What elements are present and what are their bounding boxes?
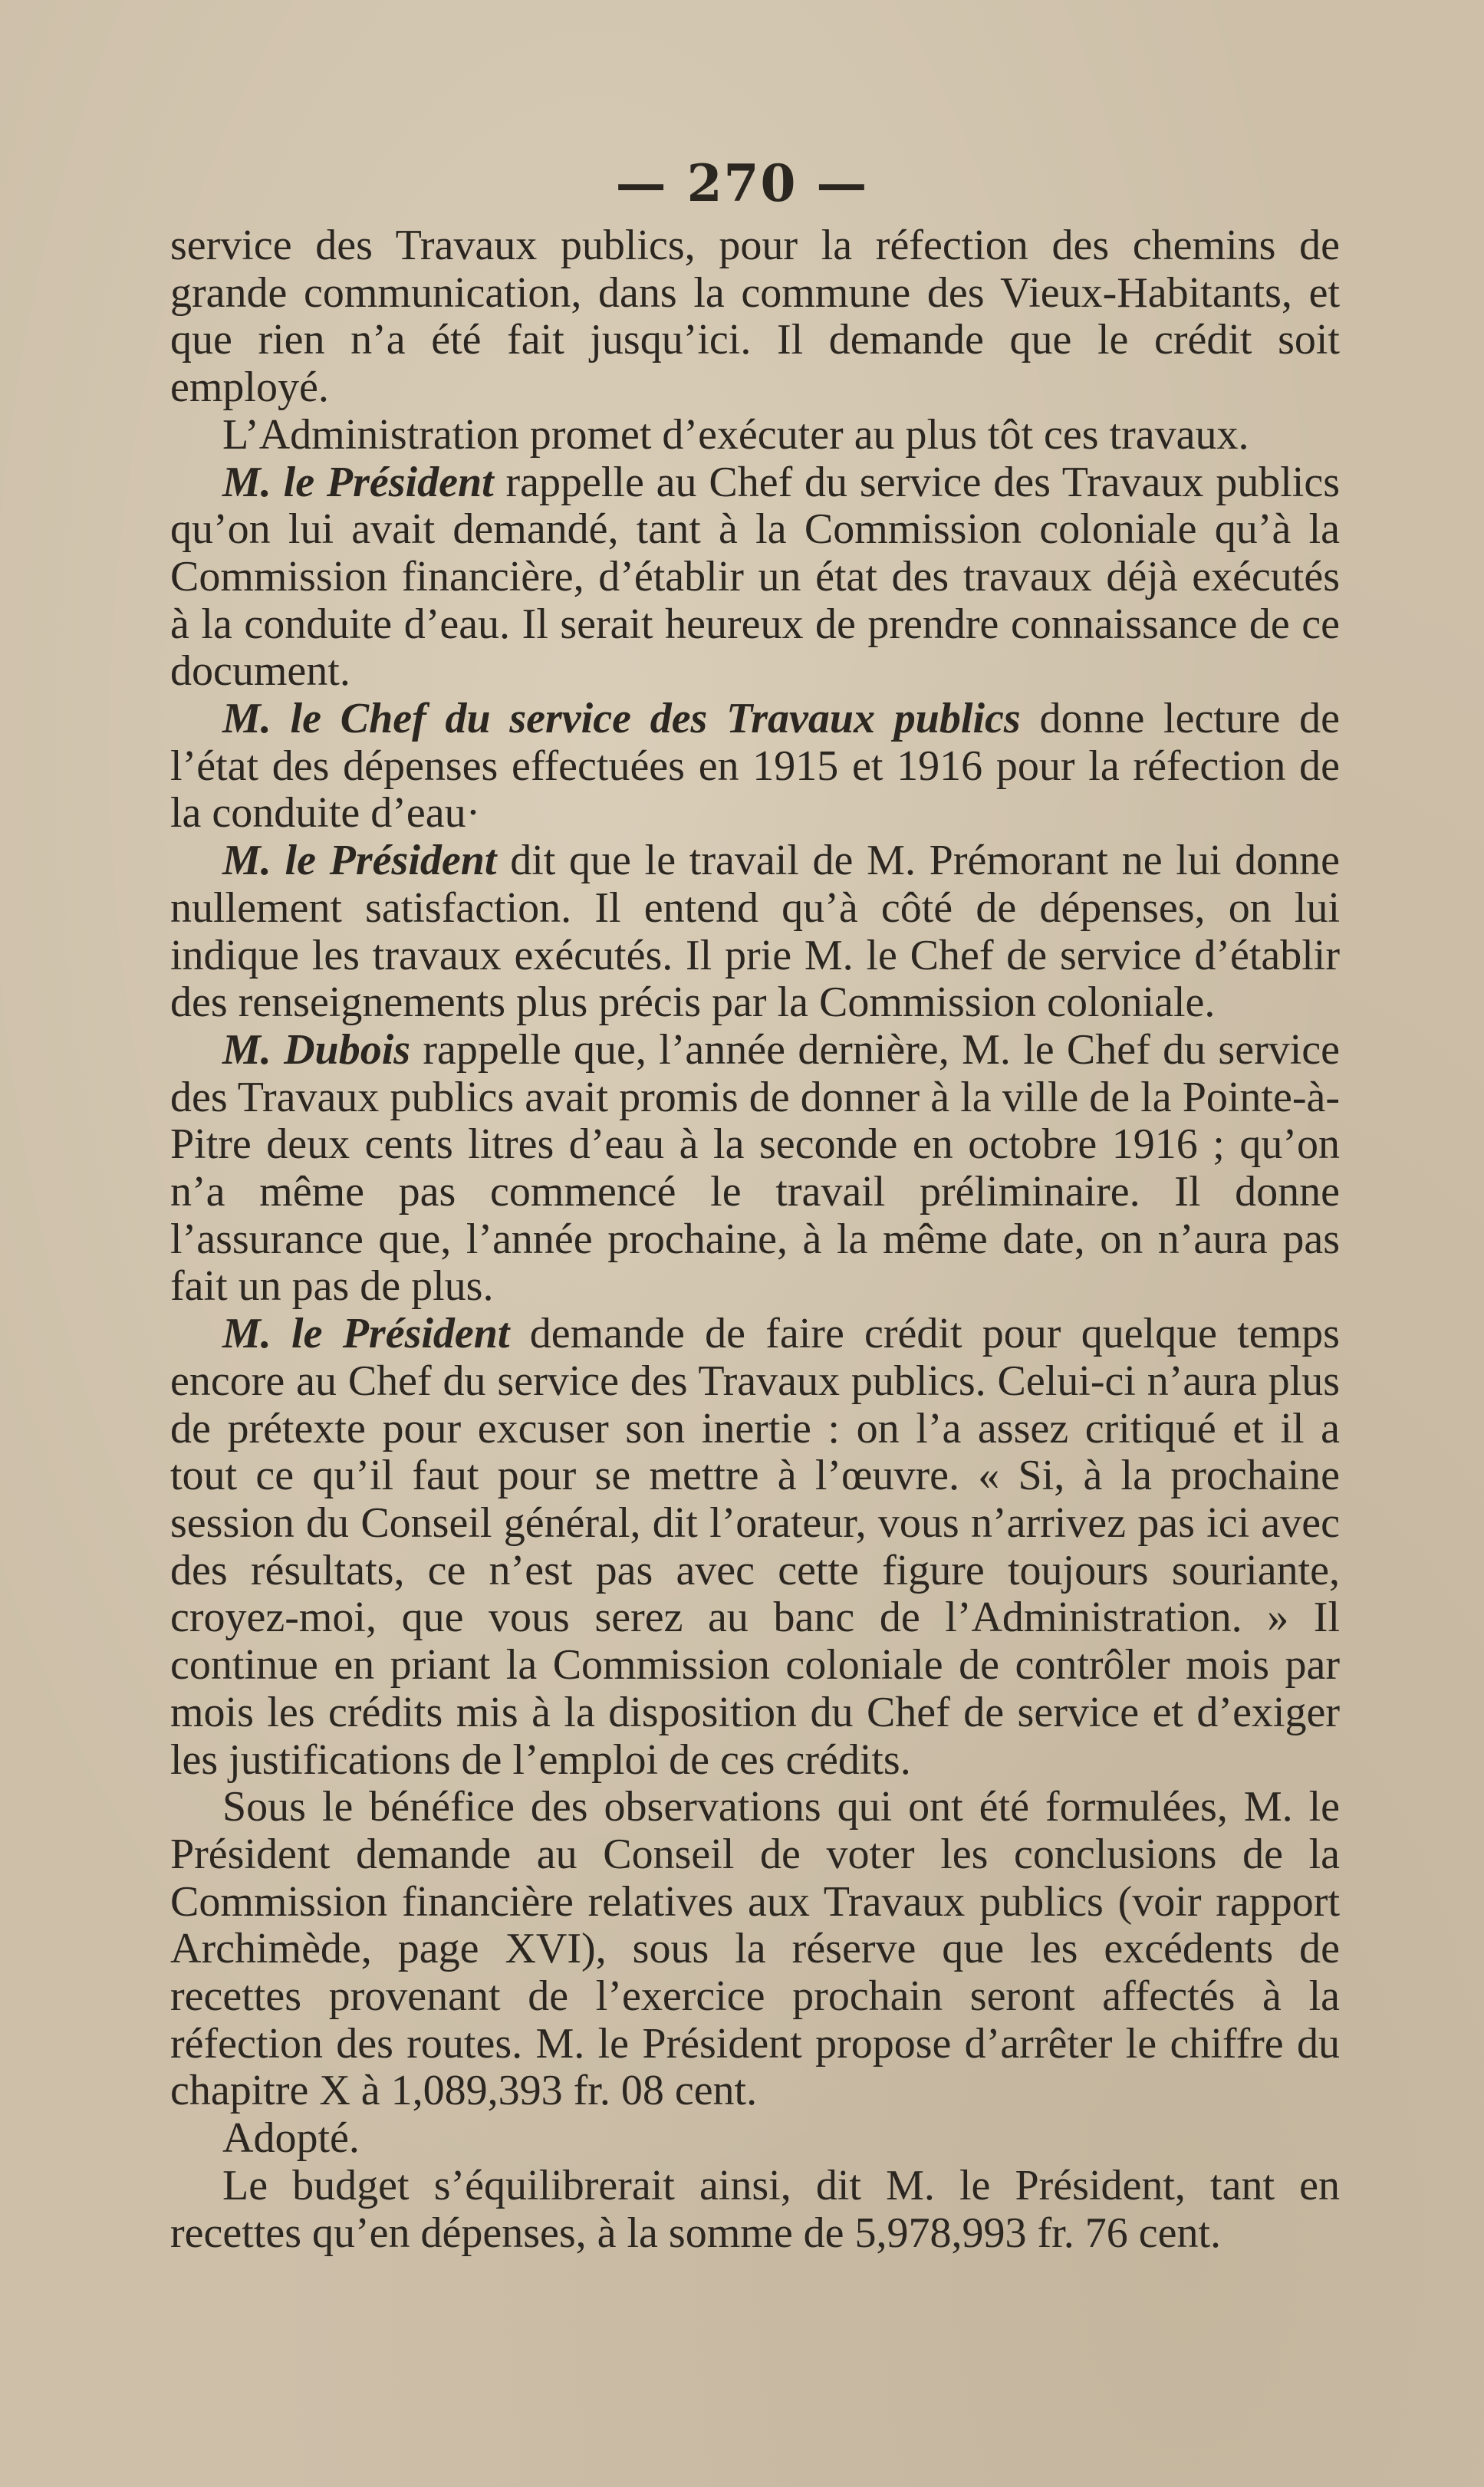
paragraph-text: Sous le bénéfice des observations qui ont été formulées, M. le Président demande au Conseil de voter les conclusions de la Commission financière relatives aux Travaux publics (voir rapport Archimède, page XVI), sous la réserve que les excédents de recettes provenant de l’exercice prochain seront affectés à la réfection des routes. M. le Président propose d’arrêter le chiffre du chapitre X à 1,089,393 fr. 08 cent. [170, 1783, 1340, 2115]
paragraph-2 [170, 412, 1340, 459]
paragraph-text: L’Administration promet d’exécuter au plus tôt ces travaux. [222, 410, 1249, 459]
page-number-header: — 270 — [615, 153, 869, 213]
speaker-name: M. le Président [222, 837, 497, 885]
paragraph-1 [170, 222, 1340, 412]
paragraph-text: rappelle que, l’année dernière, M. le Chef du service des Travaux publics avait promis de donner à la ville de la Pointe-à-Pitre deux cents litres d’eau à la seconde en octobre 1916 ; qu’on n’a même pas commencé le travail préliminaire. Il donne l’assurance que, l’année prochaine, à la même date, on n’aura pas fait un pas de plus. [170, 1025, 1340, 1311]
paragraph-text: service des Travaux publics, pour la réfection des chemins de grande communication, dans la commune des Vieux-Habitants, et que rien n’a été fait jusqu’ici. Il demande que le crédit soit employé. [170, 222, 1340, 412]
document-body [170, 222, 1340, 2257]
paragraph-text: rappelle au Chef du service des Travaux publics qu’on lui avait demandé, tant à la Commission coloniale qu’à la Commission financière, d’établir un état des travaux déjà exécutés à la conduite d’eau. Il serait heureux de prendre connaissance de ce document. [170, 458, 1340, 696]
paragraph-9 [170, 2115, 1340, 2163]
paragraph-text: dit que le travail de M. Prémorant ne lui donne nullement satisfaction. Il entend qu’à côté de dépenses, on lui indique les travaux exécutés. Il prie M. le Chef de service d’établir des renseignements plus précis par la Commission coloniale. [170, 837, 1340, 1027]
paragraph-text: demande de faire crédit pour quelque temps encore au Chef du service des Travaux publics. Celui-ci n’aura plus de prétexte pour excuser son inertie : on l’a assez critiqué et il a tout ce qu’il faut pour se mettre à l’œuvre. « Si, à la prochaine session du Conseil général, dit l’orateur, vous n’arrivez pas ici avec des résultats, ce n’est pas avec cette figure toujours souriante, croyez-moi, que vous serez au banc de l’Administration. » Il continue en priant la Commission coloniale de contrôler mois par mois les crédits mis à la disposition du Chef de service et d’exiger les justifications de l’emploi de ces crédits. [170, 1310, 1340, 1784]
paragraph-text: Le budget s’équilibrerait ainsi, dit M. le Président, tant en recettes qu’en dépenses, à la somme de 5,978,993 fr. 76 cent. [170, 2161, 1340, 2257]
paragraph-3 [170, 459, 1340, 696]
paragraph-text: Adopté. [222, 2114, 360, 2163]
paragraph-text: donne lecture de l’état des dépenses effectuées en 1915 et 1916 pour la réfection de la conduite d’eau· [170, 695, 1340, 837]
speaker-name: M. Dubois [222, 1025, 411, 1074]
paragraph-6 [170, 1027, 1340, 1311]
paragraph-10 [170, 2163, 1340, 2257]
speaker-name: M. le Chef du service des Travaux publics [222, 695, 1021, 743]
paragraph-5 [170, 837, 1340, 1027]
paragraph-4 [170, 696, 1340, 837]
speaker-name: M. le Président [222, 1310, 510, 1358]
paragraph-7 [170, 1311, 1340, 1784]
paragraph-8 [170, 1784, 1340, 2115]
speaker-name: M. le Président [222, 458, 494, 506]
